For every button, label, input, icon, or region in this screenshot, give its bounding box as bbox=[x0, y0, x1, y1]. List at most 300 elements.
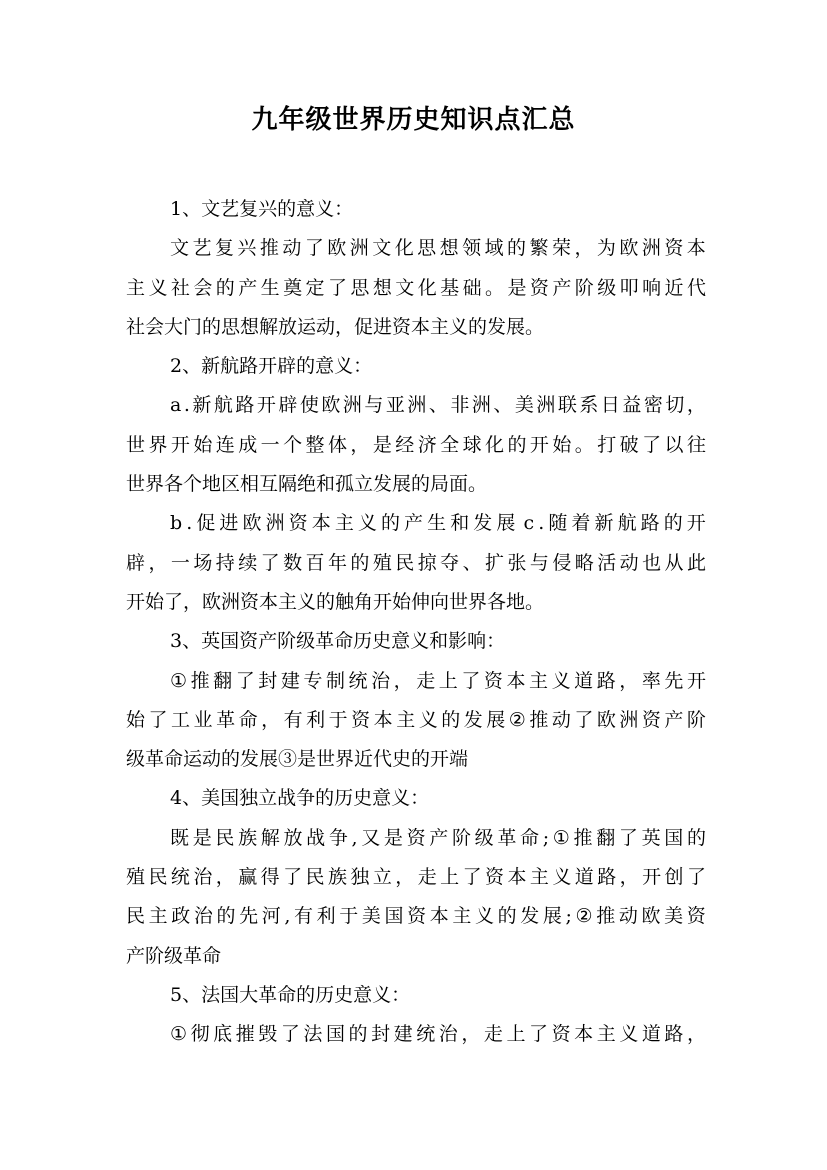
text-line: 级革命运动的发展③是世界近代史的开端 bbox=[126, 748, 469, 771]
glyph: 化 bbox=[394, 237, 414, 260]
glyph: 了 bbox=[686, 866, 706, 889]
glyph: 此 bbox=[686, 551, 706, 574]
glyph: 级 bbox=[597, 276, 617, 299]
glyph: 利 bbox=[316, 905, 336, 928]
glyph: 整 bbox=[305, 433, 325, 456]
glyph: 定 bbox=[305, 276, 325, 299]
glyph: 生 bbox=[260, 276, 280, 299]
glyph: 了 bbox=[235, 669, 255, 692]
glyph: 动 bbox=[619, 551, 639, 574]
text-line: 1、文艺复兴的意义： bbox=[170, 198, 354, 220]
glyph: 推 bbox=[190, 669, 210, 692]
glyph: 主 bbox=[396, 708, 416, 731]
glyph: 连 bbox=[215, 433, 235, 456]
glyph: 于 bbox=[328, 708, 348, 731]
glyph: 个 bbox=[283, 433, 303, 456]
glyph: 本 bbox=[373, 708, 393, 731]
glyph: ② bbox=[508, 708, 526, 731]
text-line bbox=[126, 1015, 706, 1054]
glyph: 域 bbox=[484, 237, 504, 260]
glyph: 的 bbox=[497, 905, 517, 928]
glyph: 生 bbox=[427, 512, 447, 535]
glyph: 的 bbox=[380, 512, 400, 535]
glyph: 进 bbox=[219, 512, 239, 535]
glyph: 夺 bbox=[440, 551, 460, 574]
glyph: 产 bbox=[238, 276, 258, 299]
glyph: 政 bbox=[171, 905, 191, 928]
glyph: 路 bbox=[597, 866, 617, 889]
glyph: 上 bbox=[440, 866, 460, 889]
glyph: 张 bbox=[507, 551, 527, 574]
document-title: 九年级世界历史知识点汇总 bbox=[251, 105, 576, 135]
glyph: 复 bbox=[214, 237, 234, 260]
glyph: 产 bbox=[404, 512, 424, 535]
glyph: ① bbox=[170, 669, 188, 692]
glyph: 密 bbox=[643, 394, 663, 417]
glyph: 动 bbox=[282, 237, 302, 260]
text-line bbox=[126, 544, 706, 583]
glyph: 翻 bbox=[213, 669, 233, 692]
glyph: 想 bbox=[439, 237, 459, 260]
glyph: 主 bbox=[334, 512, 354, 535]
glyph: 民 bbox=[148, 866, 168, 889]
glyph: 资 bbox=[551, 1023, 571, 1046]
glyph: 领 bbox=[462, 237, 482, 260]
glyph: 产 bbox=[664, 708, 684, 731]
glyph: 欧 bbox=[619, 237, 639, 260]
glyph: 工 bbox=[171, 708, 191, 731]
glyph: 成 bbox=[238, 433, 258, 456]
glyph: ， bbox=[148, 551, 168, 574]
glyph: 命 bbox=[520, 826, 540, 849]
glyph: 文 bbox=[395, 276, 415, 299]
glyph: 统 bbox=[170, 866, 190, 889]
glyph: 开 bbox=[529, 433, 549, 456]
glyph: 繁 bbox=[529, 237, 549, 260]
glyph: 专 bbox=[303, 669, 323, 692]
glyph: 促 bbox=[196, 512, 216, 535]
glyph: 日 bbox=[600, 394, 620, 417]
glyph: ， bbox=[686, 394, 706, 417]
glyph: 建 bbox=[280, 669, 300, 692]
glyph: 道 bbox=[574, 866, 594, 889]
glyph: 活 bbox=[597, 551, 617, 574]
glyph: 殖 bbox=[372, 551, 392, 574]
glyph: 封 bbox=[371, 1023, 391, 1046]
glyph: 解 bbox=[260, 826, 280, 849]
glyph: 扩 bbox=[485, 551, 505, 574]
glyph: 路 bbox=[596, 669, 616, 692]
glyph: 了 bbox=[529, 1023, 549, 1046]
glyph: 洲 bbox=[349, 237, 369, 260]
glyph: 的 bbox=[686, 826, 706, 849]
glyph: 走 bbox=[483, 1023, 503, 1046]
glyph: 了 bbox=[280, 1023, 300, 1046]
glyph: 亚 bbox=[385, 394, 405, 417]
text-line bbox=[126, 662, 706, 701]
glyph: 的 bbox=[350, 551, 370, 574]
glyph: 百 bbox=[305, 551, 325, 574]
glyph: 响 bbox=[642, 276, 662, 299]
glyph: 道 bbox=[574, 669, 594, 692]
glyph: 美 bbox=[514, 394, 534, 417]
glyph: 治 bbox=[193, 905, 213, 928]
glyph: 本 bbox=[506, 669, 526, 692]
glyph: 文 bbox=[170, 237, 190, 260]
glyph: 先 bbox=[239, 905, 259, 928]
glyph: 、 bbox=[493, 394, 513, 417]
glyph: 资 bbox=[641, 708, 661, 731]
glyph: 走 bbox=[416, 669, 436, 692]
glyph: 民 bbox=[395, 551, 415, 574]
text-line bbox=[126, 269, 706, 308]
document-body bbox=[126, 190, 706, 1055]
glyph: 的 bbox=[441, 708, 461, 731]
glyph: 阶 bbox=[574, 276, 594, 299]
glyph: 英 bbox=[641, 826, 661, 849]
text-line: 开始了，欧洲资本主义的触角开始伸向世界各地。 bbox=[126, 590, 545, 613]
glyph: 有 bbox=[283, 708, 303, 731]
glyph: 会 bbox=[193, 276, 213, 299]
text-line bbox=[126, 504, 706, 543]
glyph: 为 bbox=[596, 237, 616, 260]
glyph: 路 bbox=[664, 1023, 684, 1046]
glyph: 略 bbox=[574, 551, 594, 574]
glyph: 治 bbox=[438, 1023, 458, 1046]
glyph: ， bbox=[619, 669, 639, 692]
glyph: , bbox=[351, 826, 358, 849]
text-line bbox=[126, 858, 706, 897]
glyph: 治 bbox=[371, 669, 391, 692]
glyph: 民 bbox=[215, 826, 235, 849]
glyph: ， bbox=[574, 237, 594, 260]
glyph: . bbox=[186, 512, 193, 535]
glyph: 阶 bbox=[451, 826, 471, 849]
text-line bbox=[126, 386, 706, 425]
glyph: 往 bbox=[686, 433, 706, 456]
glyph: 奠 bbox=[283, 276, 303, 299]
glyph: 是 bbox=[192, 826, 212, 849]
glyph: 殖 bbox=[126, 866, 146, 889]
glyph: 发 bbox=[520, 905, 540, 928]
text-line: 3、英国资产阶级革命历史意义和影响： bbox=[170, 630, 506, 653]
glyph: 洲 bbox=[619, 708, 639, 731]
glyph: . bbox=[183, 394, 190, 417]
glyph: 展 bbox=[542, 905, 562, 928]
glyph: 与 bbox=[529, 551, 549, 574]
glyph: 界 bbox=[148, 433, 168, 456]
glyph: 路 bbox=[235, 394, 255, 417]
text-line bbox=[126, 819, 706, 858]
glyph: 经 bbox=[395, 433, 415, 456]
glyph: 艺 bbox=[192, 237, 212, 260]
glyph: 统 bbox=[348, 669, 368, 692]
glyph: 的 bbox=[216, 905, 236, 928]
glyph: 济 bbox=[417, 433, 437, 456]
glyph: . bbox=[538, 512, 545, 535]
glyph: ， bbox=[686, 1023, 706, 1046]
glyph: 的 bbox=[348, 1023, 368, 1046]
glyph: ， bbox=[215, 866, 235, 889]
glyph: 建 bbox=[393, 1023, 413, 1046]
glyph: 了 bbox=[574, 708, 594, 731]
glyph: 洲 bbox=[407, 394, 427, 417]
glyph: 族 bbox=[238, 826, 258, 849]
glyph: 代 bbox=[686, 276, 706, 299]
glyph: 主 bbox=[596, 1023, 616, 1046]
glyph: 本 bbox=[507, 866, 527, 889]
glyph: 资 bbox=[288, 512, 308, 535]
glyph: 国 bbox=[325, 1023, 345, 1046]
glyph: 民 bbox=[305, 866, 325, 889]
glyph: 本 bbox=[686, 237, 706, 260]
glyph: ， bbox=[261, 708, 281, 731]
glyph: 赢 bbox=[238, 866, 258, 889]
glyph: 欧 bbox=[596, 708, 616, 731]
glyph: 底 bbox=[213, 1023, 233, 1046]
glyph: 洲 bbox=[265, 512, 285, 535]
glyph: 开 bbox=[642, 866, 662, 889]
glyph: 发 bbox=[473, 512, 493, 535]
glyph: ， bbox=[393, 669, 413, 692]
text-line: 世界各个地区相互隔绝和孤立发展的局面。 bbox=[126, 473, 488, 496]
glyph: 美 bbox=[361, 905, 381, 928]
glyph: 展 bbox=[496, 512, 516, 535]
glyph: 是 bbox=[507, 276, 527, 299]
glyph: 义 bbox=[418, 708, 438, 731]
glyph: 始 bbox=[193, 433, 213, 456]
glyph: 欧 bbox=[242, 512, 262, 535]
glyph: 主 bbox=[529, 866, 549, 889]
glyph: 资 bbox=[407, 905, 427, 928]
glyph: , bbox=[284, 905, 291, 928]
glyph: 革 bbox=[216, 708, 236, 731]
glyph: 开 bbox=[686, 669, 706, 692]
glyph: 世 bbox=[126, 433, 146, 456]
glyph: 战 bbox=[306, 826, 326, 849]
glyph: 资 bbox=[483, 669, 503, 692]
glyph: 资 bbox=[664, 237, 684, 260]
glyph: 级 bbox=[474, 826, 494, 849]
glyph: 翻 bbox=[596, 826, 616, 849]
glyph: 数 bbox=[283, 551, 303, 574]
glyph: 随 bbox=[548, 512, 568, 535]
glyph: 的 bbox=[663, 512, 683, 535]
glyph: 侵 bbox=[552, 551, 572, 574]
glyph: 毁 bbox=[258, 1023, 278, 1046]
glyph: 上 bbox=[438, 669, 458, 692]
glyph: 欧 bbox=[327, 237, 347, 260]
text-line: 社会大门的思想解放运动，促进资本主义的发展。 bbox=[126, 315, 545, 338]
text-line bbox=[126, 897, 706, 936]
glyph: 欧 bbox=[641, 905, 661, 928]
glyph: 新 bbox=[192, 394, 212, 417]
glyph: 化 bbox=[417, 276, 437, 299]
glyph: 的 bbox=[507, 433, 527, 456]
glyph: ， bbox=[395, 866, 415, 889]
glyph: 、 bbox=[428, 394, 448, 417]
glyph: 动 bbox=[551, 708, 571, 731]
glyph: 年 bbox=[327, 551, 347, 574]
glyph: 了 bbox=[461, 669, 481, 692]
glyph: 义 bbox=[619, 1023, 639, 1046]
glyph: 资 bbox=[351, 708, 371, 731]
glyph: 开 bbox=[170, 433, 190, 456]
glyph: 了 bbox=[304, 237, 324, 260]
glyph: 族 bbox=[327, 866, 347, 889]
glyph: 切 bbox=[665, 394, 685, 417]
glyph: 主 bbox=[126, 276, 146, 299]
glyph: 一 bbox=[260, 433, 280, 456]
glyph: 国 bbox=[384, 905, 404, 928]
glyph: 思 bbox=[417, 237, 437, 260]
glyph: ， bbox=[619, 866, 639, 889]
glyph: 了 bbox=[260, 551, 280, 574]
glyph: 着 bbox=[571, 512, 591, 535]
glyph: 欧 bbox=[321, 394, 341, 417]
glyph: 洲 bbox=[471, 394, 491, 417]
text-line bbox=[126, 229, 706, 268]
glyph: 的 bbox=[507, 237, 527, 260]
glyph: c bbox=[523, 512, 535, 535]
glyph: 本 bbox=[429, 905, 449, 928]
glyph: 推 bbox=[259, 237, 279, 260]
glyph: 主 bbox=[452, 905, 472, 928]
glyph: 新 bbox=[594, 512, 614, 535]
glyph: 辟 bbox=[278, 394, 298, 417]
glyph: 立 bbox=[372, 866, 392, 889]
glyph: 是 bbox=[372, 433, 392, 456]
glyph: 文 bbox=[372, 237, 392, 260]
glyph: 、 bbox=[462, 551, 482, 574]
text-line: 5、法国大革命的历史意义： bbox=[170, 983, 411, 1006]
glyph: 放 bbox=[283, 826, 303, 849]
glyph: 基 bbox=[440, 276, 460, 299]
glyph: 义 bbox=[552, 866, 572, 889]
glyph: 主 bbox=[529, 669, 549, 692]
glyph: 利 bbox=[306, 708, 326, 731]
glyph: 航 bbox=[617, 512, 637, 535]
glyph: 和 bbox=[450, 512, 470, 535]
glyph: 以 bbox=[664, 433, 684, 456]
glyph: 航 bbox=[213, 394, 233, 417]
glyph: 了 bbox=[642, 433, 662, 456]
glyph: 资 bbox=[485, 866, 505, 889]
glyph: 创 bbox=[664, 866, 684, 889]
glyph: 推 bbox=[529, 708, 549, 731]
glyph: 叩 bbox=[619, 276, 639, 299]
glyph: 了 bbox=[462, 866, 482, 889]
glyph: 推 bbox=[573, 826, 593, 849]
glyph: 制 bbox=[325, 669, 345, 692]
glyph: 持 bbox=[215, 551, 235, 574]
glyph: 了 bbox=[148, 708, 168, 731]
glyph: 义 bbox=[148, 276, 168, 299]
glyph: 国 bbox=[664, 826, 684, 849]
glyph: 走 bbox=[417, 866, 437, 889]
glyph: 命 bbox=[238, 708, 258, 731]
glyph: 了 bbox=[283, 866, 303, 889]
glyph: 非 bbox=[450, 394, 470, 417]
text-line: 2、新航路开辟的意义： bbox=[170, 355, 373, 378]
glyph: 球 bbox=[462, 433, 482, 456]
glyph: 是 bbox=[383, 826, 403, 849]
glyph: 了 bbox=[327, 276, 347, 299]
glyph: 民 bbox=[126, 905, 146, 928]
glyph: 使 bbox=[299, 394, 319, 417]
glyph: 资 bbox=[686, 905, 706, 928]
glyph: 有 bbox=[294, 905, 314, 928]
glyph: 彻 bbox=[190, 1023, 210, 1046]
glyph: 产 bbox=[552, 276, 572, 299]
glyph: 治 bbox=[193, 866, 213, 889]
glyph: 体 bbox=[327, 433, 347, 456]
glyph: 革 bbox=[497, 826, 517, 849]
glyph: 一 bbox=[170, 551, 190, 574]
glyph: 与 bbox=[364, 394, 384, 417]
glyph: ① bbox=[170, 1023, 188, 1046]
glyph: 统 bbox=[416, 1023, 436, 1046]
glyph: 系 bbox=[579, 394, 599, 417]
glyph: ; bbox=[542, 826, 550, 849]
glyph: 路 bbox=[640, 512, 660, 535]
glyph: 推 bbox=[596, 905, 616, 928]
glyph: 道 bbox=[641, 1023, 661, 1046]
glyph: 资 bbox=[406, 826, 426, 849]
glyph: 打 bbox=[597, 433, 617, 456]
glyph: ② bbox=[575, 905, 593, 928]
glyph: 础 bbox=[462, 276, 482, 299]
glyph: 动 bbox=[618, 905, 638, 928]
glyph: 也 bbox=[642, 551, 662, 574]
glyph: 掠 bbox=[417, 551, 437, 574]
glyph: ; bbox=[565, 905, 572, 928]
glyph: 续 bbox=[238, 551, 258, 574]
glyph: 发 bbox=[463, 708, 483, 731]
glyph: 争 bbox=[328, 826, 348, 849]
glyph: 先 bbox=[664, 669, 684, 692]
glyph: 兴 bbox=[237, 237, 257, 260]
glyph: 河 bbox=[261, 905, 281, 928]
glyph: 业 bbox=[193, 708, 213, 731]
glyph: 资 bbox=[529, 276, 549, 299]
glyph: 近 bbox=[664, 276, 684, 299]
glyph: 独 bbox=[350, 866, 370, 889]
glyph: 上 bbox=[506, 1023, 526, 1046]
glyph: 开 bbox=[686, 512, 706, 535]
text-line: 产阶级革命 bbox=[126, 944, 222, 967]
glyph: 本 bbox=[311, 512, 331, 535]
glyph: 率 bbox=[641, 669, 661, 692]
glyph: 既 bbox=[170, 826, 190, 849]
glyph: 于 bbox=[339, 905, 359, 928]
text-line: 4、美国独立战争的历史意义： bbox=[170, 787, 430, 810]
glyph: ， bbox=[461, 1023, 481, 1046]
glyph: 从 bbox=[664, 551, 684, 574]
glyph: 辟 bbox=[126, 551, 146, 574]
glyph: 摧 bbox=[235, 1023, 255, 1046]
glyph: 的 bbox=[215, 276, 235, 299]
glyph: 联 bbox=[557, 394, 577, 417]
glyph: 社 bbox=[170, 276, 190, 299]
glyph: 封 bbox=[258, 669, 278, 692]
glyph: 始 bbox=[552, 433, 572, 456]
glyph: 开 bbox=[256, 394, 276, 417]
glyph: 。 bbox=[485, 276, 505, 299]
glyph: 得 bbox=[260, 866, 280, 889]
glyph: 了 bbox=[618, 826, 638, 849]
glyph: 义 bbox=[357, 512, 377, 535]
